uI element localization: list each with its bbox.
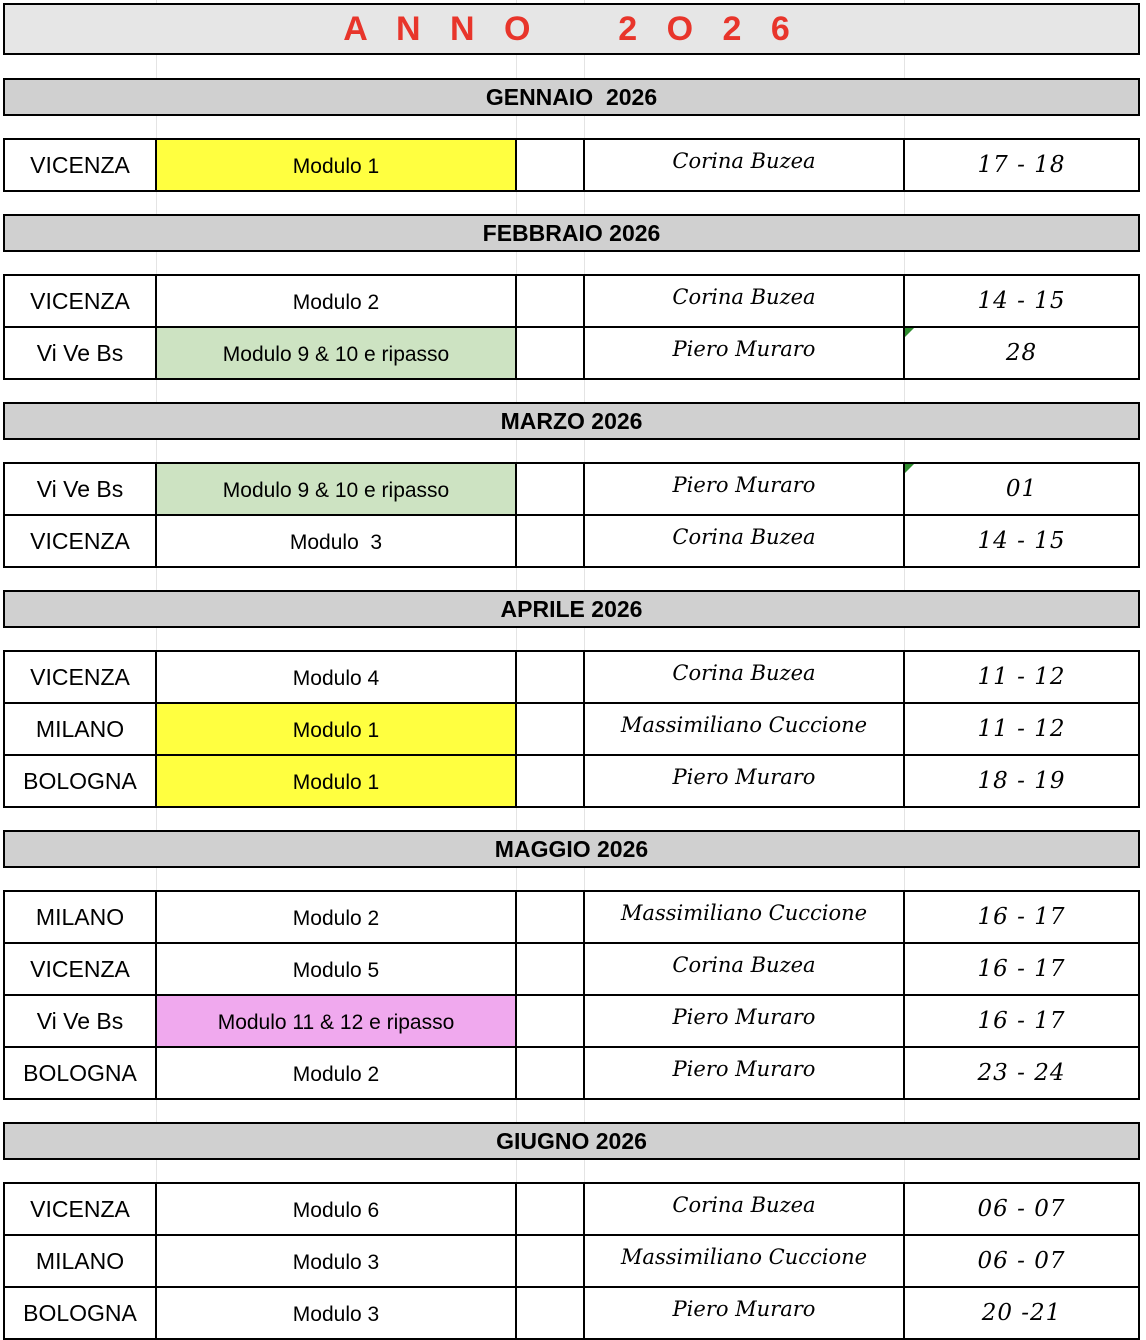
module-cell[interactable]: Modulo 9 & 10 e ripasso xyxy=(157,462,517,516)
empty-cell[interactable] xyxy=(517,704,585,756)
module-cell[interactable]: Modulo 3 xyxy=(157,516,517,568)
teacher-cell[interactable]: Massimiliano Cuccione xyxy=(585,1236,905,1288)
schedule-row xyxy=(3,1182,1140,1236)
dates-cell[interactable]: 18 - 19 xyxy=(905,756,1140,808)
module-cell[interactable]: Modulo 1 xyxy=(157,756,517,808)
city-cell[interactable]: VICENZA xyxy=(3,138,157,192)
empty-cell[interactable] xyxy=(517,328,585,380)
city-cell[interactable]: Vi Ve Bs xyxy=(3,996,157,1048)
schedule-row xyxy=(3,650,1140,704)
month-header[interactable]: APRILE 2026 xyxy=(3,590,1140,628)
teacher-cell[interactable]: Corina Buzea xyxy=(585,274,905,328)
city-cell[interactable]: VICENZA xyxy=(3,1182,157,1236)
empty-cell[interactable] xyxy=(517,650,585,704)
city-cell[interactable]: VICENZA xyxy=(3,516,157,568)
teacher-cell[interactable]: Corina Buzea xyxy=(585,138,905,192)
module-cell[interactable]: Modulo 3 xyxy=(157,1288,517,1340)
comment-indicator-icon xyxy=(905,328,914,337)
empty-cell[interactable] xyxy=(517,1236,585,1288)
dates-cell[interactable]: 14 - 15 xyxy=(905,516,1140,568)
schedule-row xyxy=(3,274,1140,328)
empty-cell[interactable] xyxy=(517,274,585,328)
dates-cell[interactable]: 14 - 15 xyxy=(905,274,1140,328)
teacher-cell[interactable]: Corina Buzea xyxy=(585,516,905,568)
schedule-row xyxy=(3,704,1140,756)
city-cell[interactable]: MILANO xyxy=(3,704,157,756)
teacher-cell[interactable]: Corina Buzea xyxy=(585,944,905,996)
empty-cell[interactable] xyxy=(517,1048,585,1100)
module-cell[interactable]: Modulo 9 & 10 e ripasso xyxy=(157,328,517,380)
module-cell[interactable]: Modulo 3 xyxy=(157,1236,517,1288)
city-cell[interactable]: VICENZA xyxy=(3,944,157,996)
dates-cell[interactable]: 01 xyxy=(905,462,1140,516)
module-cell[interactable]: Modulo 11 & 12 e ripasso xyxy=(157,996,517,1048)
dates-cell[interactable]: 28 xyxy=(905,328,1140,380)
schedule-row xyxy=(3,462,1140,516)
teacher-cell[interactable]: Massimiliano Cuccione xyxy=(585,890,905,944)
schedule-row xyxy=(3,1048,1140,1100)
schedule-row xyxy=(3,516,1140,568)
schedule-row xyxy=(3,1288,1140,1340)
month-header[interactable]: GENNAIO 2026 xyxy=(3,78,1140,116)
module-cell[interactable]: Modulo 1 xyxy=(157,704,517,756)
dates-cell[interactable]: 06 - 07 xyxy=(905,1182,1140,1236)
schedule-row xyxy=(3,756,1140,808)
empty-cell[interactable] xyxy=(517,1182,585,1236)
dates-cell[interactable]: 16 - 17 xyxy=(905,996,1140,1048)
city-cell[interactable]: BOLOGNA xyxy=(3,756,157,808)
city-cell[interactable]: MILANO xyxy=(3,1236,157,1288)
city-cell[interactable]: VICENZA xyxy=(3,650,157,704)
schedule-row xyxy=(3,138,1140,192)
city-cell[interactable]: Vi Ve Bs xyxy=(3,328,157,380)
month-header[interactable]: GIUGNO 2026 xyxy=(3,1122,1140,1160)
module-cell[interactable]: Modulo 6 xyxy=(157,1182,517,1236)
module-cell[interactable]: Modulo 1 xyxy=(157,138,517,192)
empty-cell[interactable] xyxy=(517,138,585,192)
dates-cell[interactable]: 11 - 12 xyxy=(905,650,1140,704)
schedule-row xyxy=(3,328,1140,380)
dates-cell[interactable]: 16 - 17 xyxy=(905,944,1140,996)
dates-cell[interactable]: 16 - 17 xyxy=(905,890,1140,944)
dates-cell[interactable]: 17 - 18 xyxy=(905,138,1140,192)
teacher-cell[interactable]: Piero Muraro xyxy=(585,996,905,1048)
city-cell[interactable]: BOLOGNA xyxy=(3,1288,157,1340)
schedule-row xyxy=(3,944,1140,996)
empty-cell[interactable] xyxy=(517,996,585,1048)
dates-cell[interactable]: 20 -21 xyxy=(905,1288,1140,1340)
year-title[interactable]: A N N O 2 O 2 6 xyxy=(3,3,1140,55)
dates-cell[interactable]: 06 - 07 xyxy=(905,1236,1140,1288)
city-cell[interactable]: BOLOGNA xyxy=(3,1048,157,1100)
schedule-row xyxy=(3,996,1140,1048)
month-header[interactable]: MAGGIO 2026 xyxy=(3,830,1140,868)
month-header[interactable]: FEBBRAIO 2026 xyxy=(3,214,1140,252)
teacher-cell[interactable]: Piero Muraro xyxy=(585,1048,905,1100)
city-cell[interactable]: MILANO xyxy=(3,890,157,944)
teacher-cell[interactable]: Corina Buzea xyxy=(585,650,905,704)
empty-cell[interactable] xyxy=(517,944,585,996)
empty-cell[interactable] xyxy=(517,756,585,808)
empty-cell[interactable] xyxy=(517,462,585,516)
module-cell[interactable]: Modulo 5 xyxy=(157,944,517,996)
empty-cell[interactable] xyxy=(517,1288,585,1340)
month-header[interactable]: MARZO 2026 xyxy=(3,402,1140,440)
schedule-row xyxy=(3,890,1140,944)
dates-cell[interactable]: 23 - 24 xyxy=(905,1048,1140,1100)
teacher-cell[interactable]: Corina Buzea xyxy=(585,1182,905,1236)
city-cell[interactable]: VICENZA xyxy=(3,274,157,328)
schedule-row xyxy=(3,1236,1140,1288)
module-cell[interactable]: Modulo 4 xyxy=(157,650,517,704)
teacher-cell[interactable]: Piero Muraro xyxy=(585,462,905,516)
empty-cell[interactable] xyxy=(517,890,585,944)
module-cell[interactable]: Modulo 2 xyxy=(157,890,517,944)
teacher-cell[interactable]: Piero Muraro xyxy=(585,756,905,808)
module-cell[interactable]: Modulo 2 xyxy=(157,1048,517,1100)
comment-indicator-icon xyxy=(905,464,914,473)
city-cell[interactable]: Vi Ve Bs xyxy=(3,462,157,516)
teacher-cell[interactable]: Piero Muraro xyxy=(585,328,905,380)
teacher-cell[interactable]: Massimiliano Cuccione xyxy=(585,704,905,756)
module-cell[interactable]: Modulo 2 xyxy=(157,274,517,328)
teacher-cell[interactable]: Piero Muraro xyxy=(585,1288,905,1340)
dates-cell[interactable]: 11 - 12 xyxy=(905,704,1140,756)
empty-cell[interactable] xyxy=(517,516,585,568)
